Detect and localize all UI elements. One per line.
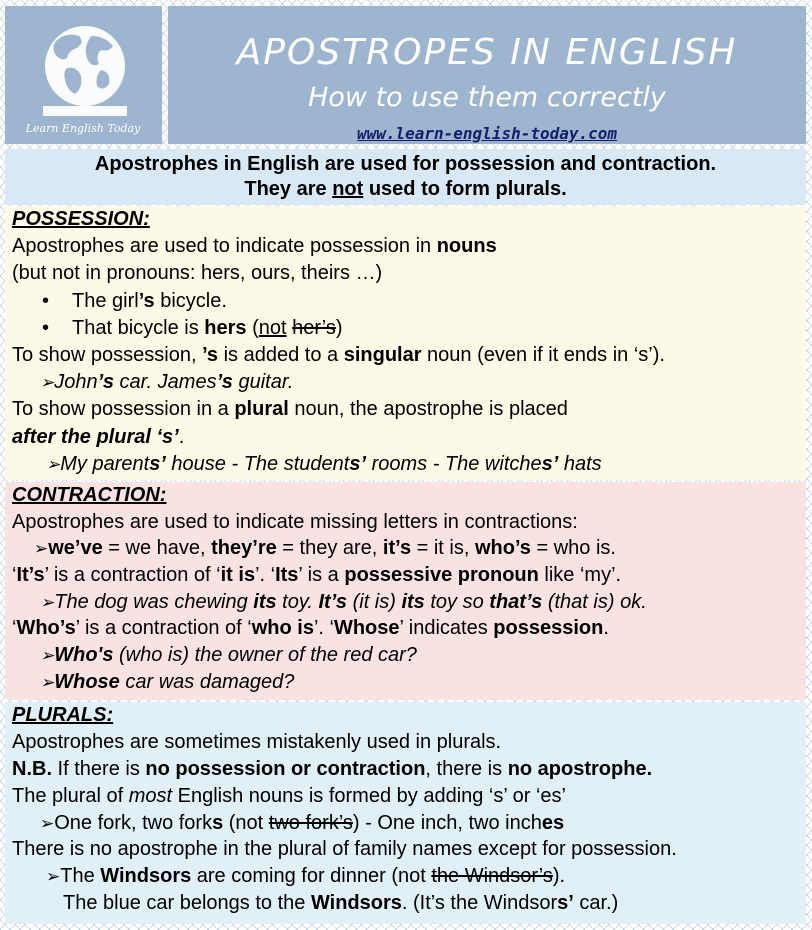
contraction-section [5, 482, 806, 700]
example-line: ➢The dog was chewing its toy. It’s (it is) its toy so that’s (that is) ok. [40, 590, 647, 613]
intro-box [5, 149, 806, 205]
bullet-item: • The girl’s bicycle. [12, 288, 806, 315]
plurals-line: N.B. If there is no possession or contraction, there is no apostrophe. [12, 757, 653, 780]
example-line: ➢we’ve = we have, they’re = they are, it’s = it is, who’s = who is. [34, 537, 616, 560]
plurals-section [5, 702, 806, 924]
page-subtitle: How to use them correctly [308, 82, 666, 113]
example-line: ➢Whose car was damaged? [40, 670, 295, 693]
example-line: ➢John’s car. James’s guitar. [40, 371, 294, 394]
arrow-bullet-icon: ➢ [40, 672, 55, 692]
header [0, 0, 812, 148]
example-line: ➢The Windsors are coming for dinner (not the Windsor’s). [46, 865, 566, 888]
arrow-bullet-icon: ➢ [40, 646, 55, 666]
example-line: ➢Who's (who is) the owner of the red car? [40, 644, 417, 667]
possession-line: Apostrophes are used to indicate possession in nouns [12, 235, 497, 258]
page-title: APOSTROPES IN ENGLISH [236, 32, 738, 73]
possession-line: To show possession in a plural noun, the apostrophe is placed [12, 398, 568, 421]
possession-line: after the plural ‘s’. [12, 425, 185, 448]
contraction-line: Apostrophes are used to indicate missing letters in contractions: [12, 510, 578, 533]
logo [5, 6, 162, 144]
intro-line-2: They are not used to form plurals. [244, 178, 567, 200]
website-link[interactable]: www.learn-english-today.com [356, 124, 618, 143]
arrow-bullet-icon: ➢ [40, 592, 55, 612]
possession-heading: POSSESSION: [12, 208, 150, 230]
logo-text: Learn English Today [25, 122, 141, 135]
plurals-line: Apostrophes are sometimes mistakenly used in plurals. [12, 730, 502, 753]
arrow-bullet-icon: ➢ [40, 813, 55, 833]
plurals-heading: PLURALS: [12, 704, 114, 726]
intro-line-1: Apostrophes in English are used for possession and contraction. [94, 153, 717, 175]
plurals-line: The plural of most English nouns is formed by adding ‘s’ or ‘es’ [12, 784, 566, 807]
plurals-line: There is no apostrophe in the plural of family names except for possession. [12, 838, 677, 861]
possession-section [5, 206, 806, 480]
arrow-bullet-icon: ➢ [34, 539, 49, 559]
bullet-item: • That bicycle is hers (not her’s) [12, 315, 806, 342]
contraction-line: ‘It’s’ is a contraction of ‘it is’. ‘Its’ is a possessive pronoun like ‘my’. [12, 564, 622, 587]
arrow-bullet-icon: ➢ [40, 373, 55, 393]
possession-line: To show possession, ’s is added to a singular noun (even if it ends in ‘s’). [12, 343, 665, 366]
example-line: ➢My parents’ house - The students’ rooms - The witches’ hats [46, 452, 602, 475]
contraction-heading: CONTRACTION: [12, 484, 167, 506]
possession-line: (but not in pronouns: hers, ours, theirs …) [12, 262, 383, 285]
example-line: The blue car belongs to the Windsors. (It’s the Windsors’ car.) [63, 892, 619, 915]
contraction-line: ‘Who’s’ is a contraction of ‘who is’. ‘Whose’ indicates possession. [12, 617, 609, 640]
arrow-bullet-icon: ➢ [46, 454, 61, 474]
title-box [168, 6, 806, 144]
arrow-bullet-icon: ➢ [46, 867, 61, 887]
bullet-icon: • [42, 289, 50, 312]
bullet-icon: • [42, 316, 50, 339]
globe-logo-icon [5, 6, 162, 144]
example-line: ➢One fork, two forks (not two fork’s) - One inch, two inches [40, 811, 565, 834]
